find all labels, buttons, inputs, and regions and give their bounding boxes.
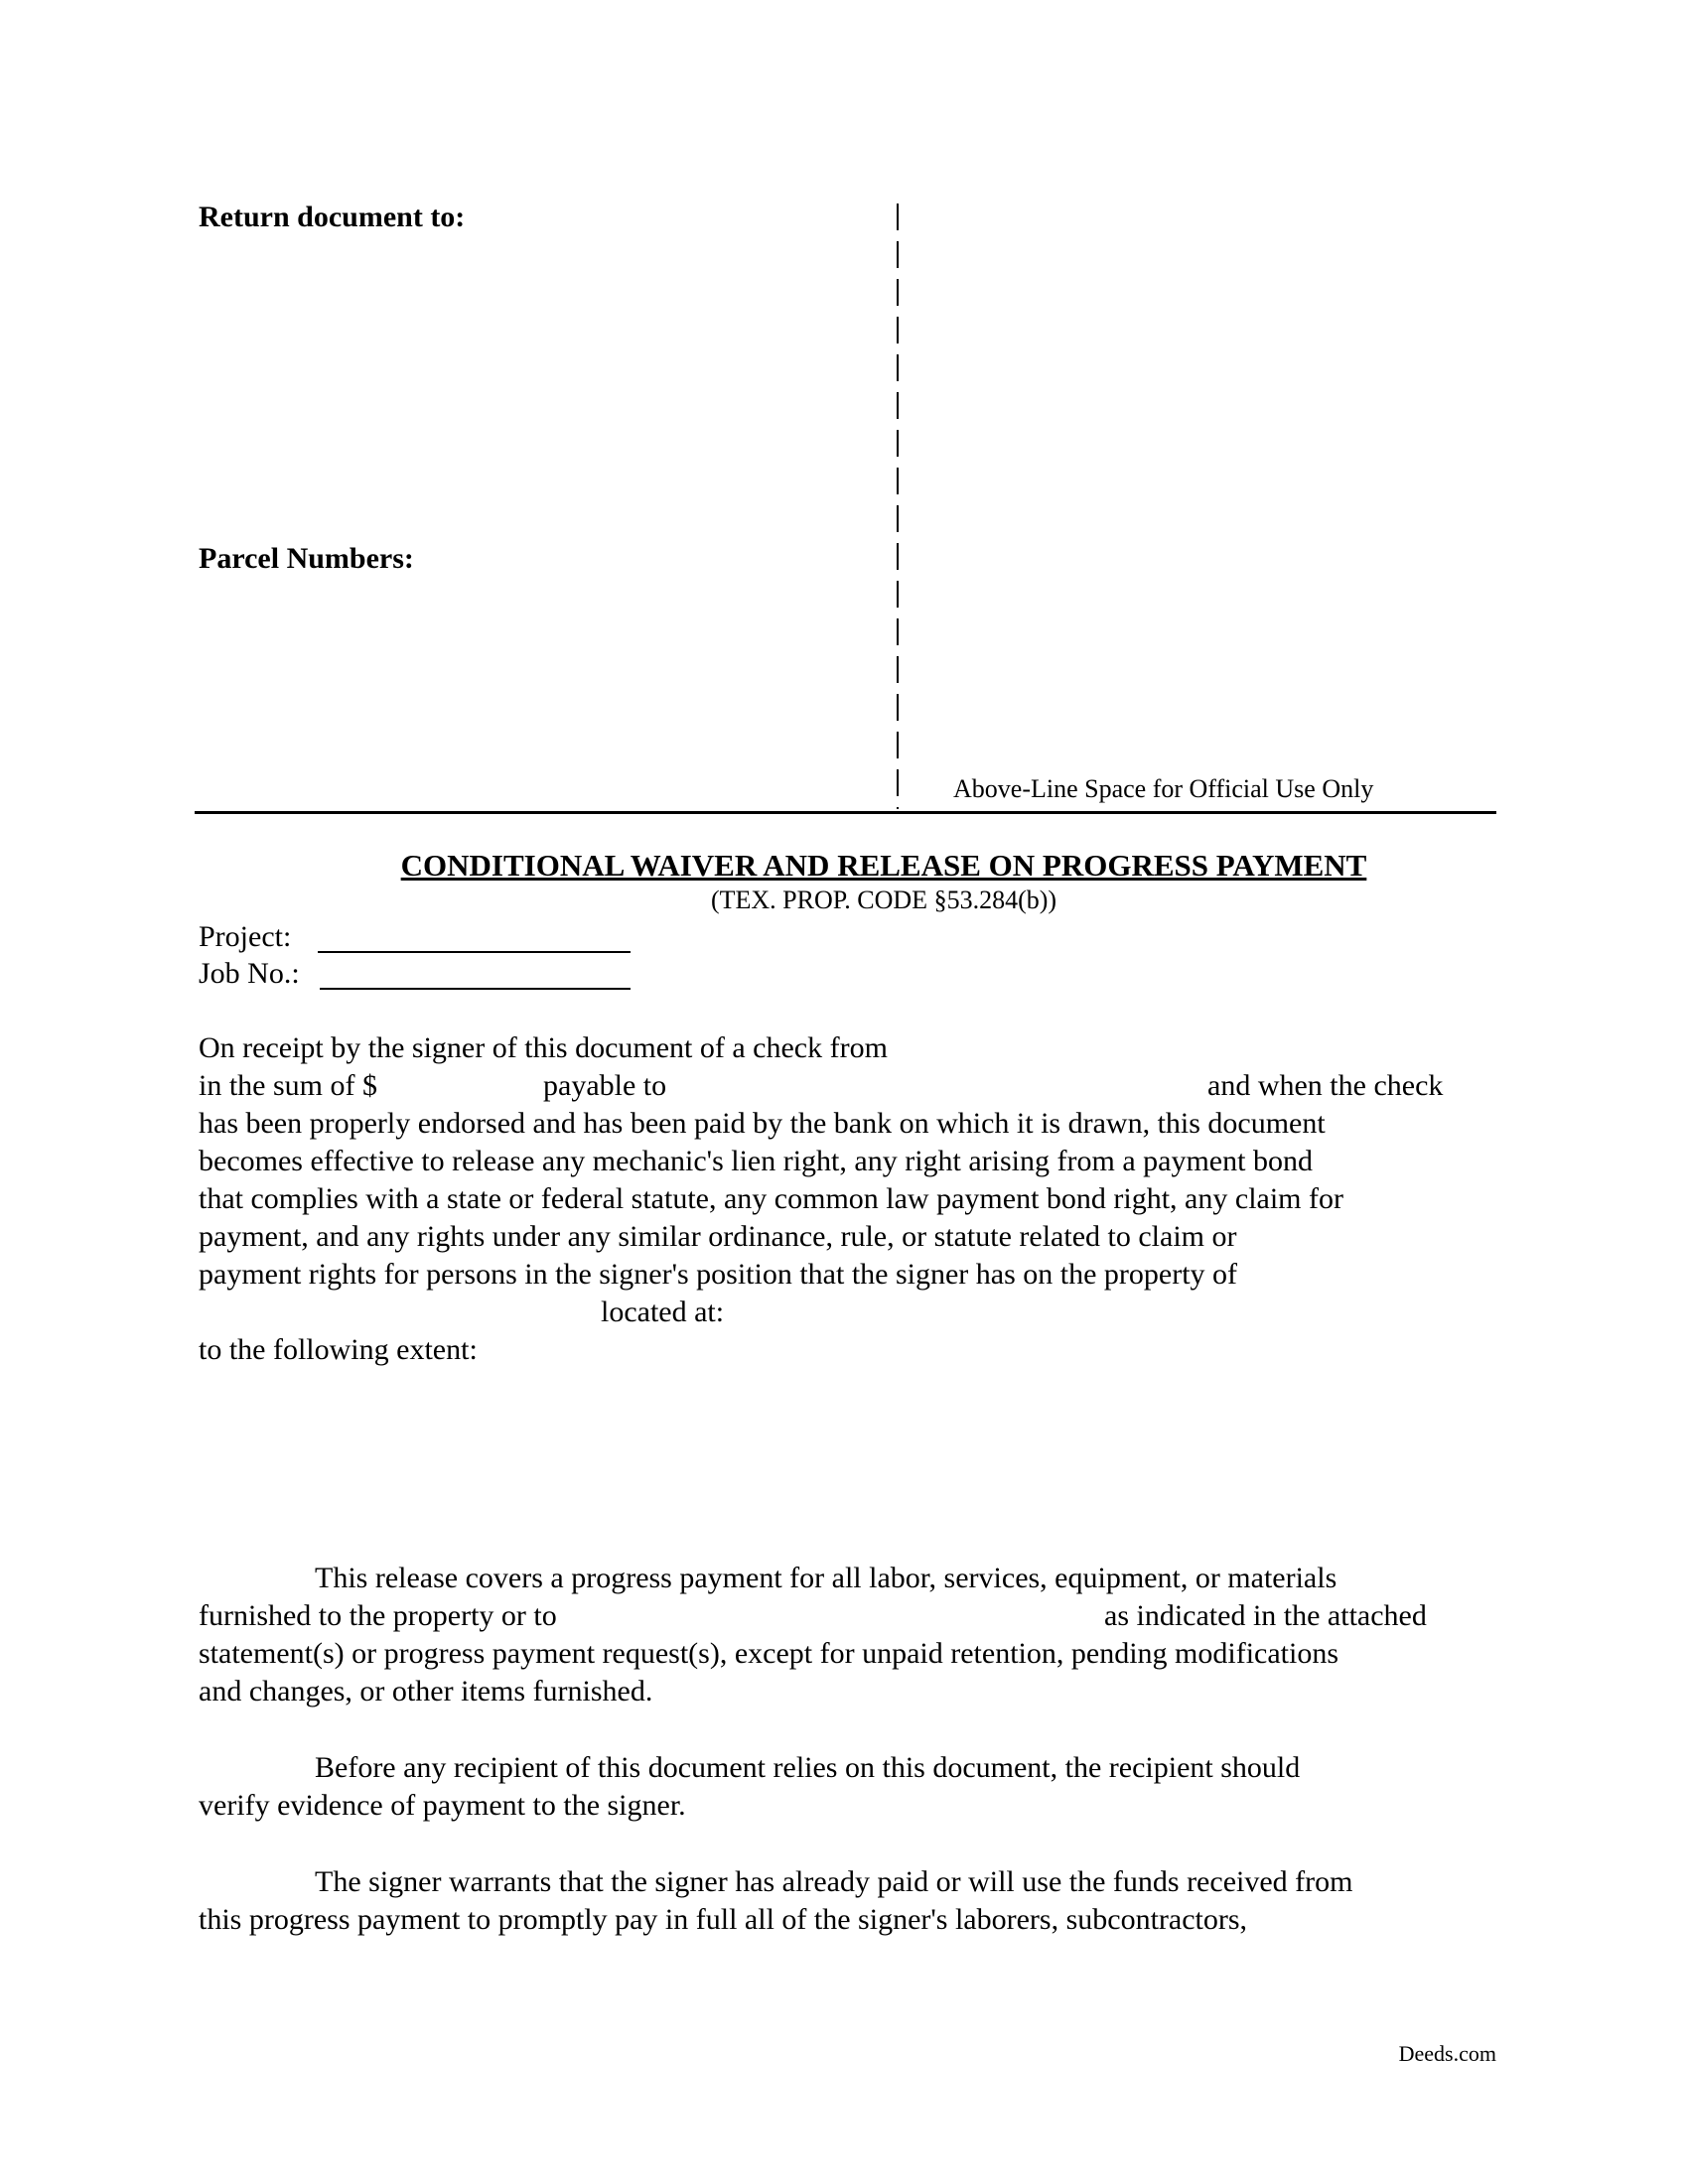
- project-label: Project:: [199, 920, 292, 953]
- recording-area-divider: [897, 204, 899, 809]
- para1-line6: payment, and any rights under any similar ordinance, rule, or statute related to claim or: [199, 1220, 1237, 1253]
- para1-line3: has been properly endorsed and has been paid by the bank on which it is drawn, this document: [199, 1107, 1326, 1140]
- para4-line1: The signer warrants that the signer has already paid or will use the funds received from: [315, 1865, 1353, 1898]
- official-use-note: Above-Line Space for Official Use Only: [953, 774, 1374, 803]
- return-document-label: Return document to:: [199, 201, 466, 233]
- para1-line1: On receipt by the signer of this document of a check from: [199, 1031, 888, 1064]
- para1-located-label: located at:: [601, 1296, 725, 1328]
- para1-line7: payment rights for persons in the signer's position that the signer has on the property of: [199, 1258, 1238, 1291]
- job-number-label: Job No.:: [199, 957, 300, 990]
- statute-citation: (TEX. PROP. CODE §53.284(b)): [710, 886, 1057, 914]
- para2-line2-start: furnished to the property or to: [199, 1599, 557, 1632]
- job-number-field[interactable]: [320, 988, 631, 990]
- para1-line4: becomes effective to release any mechanic's lien right, any right arising from a payment bond: [199, 1145, 1313, 1177]
- parcel-numbers-label: Parcel Numbers:: [199, 542, 414, 575]
- para3-line2: verify evidence of payment to the signer.: [199, 1789, 686, 1822]
- para1-payable-label: payable to: [543, 1069, 667, 1102]
- para1-extent-label: to the following extent:: [199, 1333, 478, 1366]
- para2-line2-end: as indicated in the attached: [1104, 1599, 1427, 1632]
- footer-brand: Deeds.com: [1398, 2041, 1496, 2066]
- para2-line4: and changes, or other items furnished.: [199, 1675, 653, 1707]
- para1-line5: that complies with a state or federal statute, any common law payment bond right, any claim for: [199, 1182, 1343, 1215]
- para1-check-text: and when the check: [1207, 1069, 1444, 1102]
- para3-line1: Before any recipient of this document relies on this document, the recipient should: [315, 1751, 1301, 1784]
- para1-sum-label: in the sum of $: [199, 1069, 377, 1102]
- para2-line1: This release covers a progress payment for all labor, services, equipment, or materials: [315, 1562, 1337, 1594]
- para4-line2: this progress payment to promptly pay in full all of the signer's laborers, subcontractors,: [199, 1903, 1248, 1936]
- recording-area-rule: [195, 811, 1496, 814]
- document-title: CONDITIONAL WAIVER AND RELEASE ON PROGRESS PAYMENT: [400, 848, 1367, 883]
- para2-line3: statement(s) or progress payment request(s), except for unpaid retention, pending modifications: [199, 1637, 1338, 1670]
- project-field[interactable]: [318, 951, 631, 953]
